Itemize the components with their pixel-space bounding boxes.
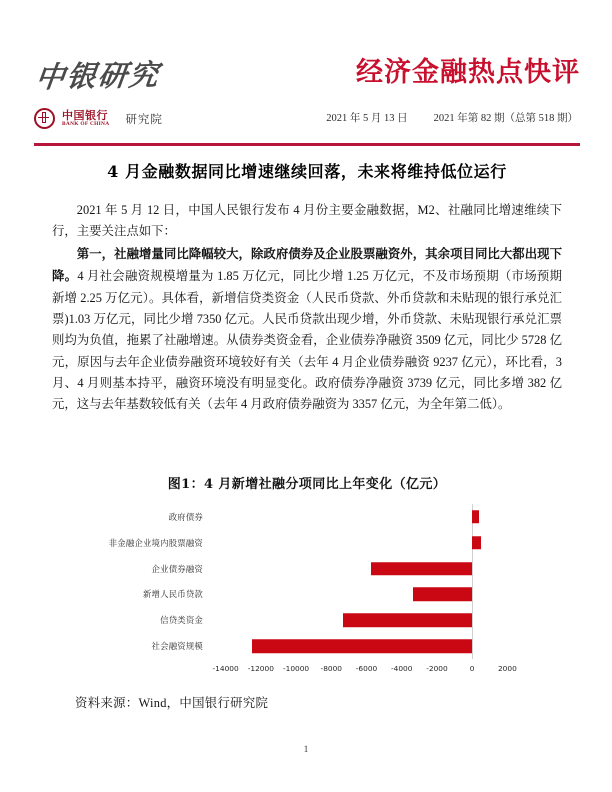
chart-category-label: 社会融资规模	[151, 641, 203, 652]
publication-date: 2021 年 5 月 13 日	[326, 113, 408, 124]
bank-of-china-logo-row	[34, 108, 163, 129]
page-number: 1	[303, 745, 309, 755]
chart-bar	[371, 562, 472, 576]
chart-x-tick-label: 2000	[497, 664, 517, 673]
chart-plot-area	[108, 504, 525, 659]
page-header	[34, 48, 580, 144]
chart-x-tick-label: -4000	[390, 664, 413, 673]
figure-title: 图1：4 月新增社融分项同比上年变化（亿元）	[167, 477, 447, 492]
issue-number: 2021 年第 82 期（总第 518 期）	[433, 113, 578, 124]
chart-x-tick-label: -10000	[282, 664, 310, 673]
chart-bar	[343, 613, 472, 627]
chart-category-label: 非金融企业境内股票融资	[108, 537, 203, 548]
chart-x-tick-label: 0	[469, 664, 475, 673]
paragraph-2-text: 4 月社会融资规模增量为 1.85 万亿元，同比少增 1.25 万亿元，不及市场预期（市场预期新增 2.25 万亿元）。具体看，新增信贷类资金（人民币贷款、外币贷款和未贴现的银行承兑汇票)1.03 万亿元，同比少增 7350 亿元。人民币贷款出现少增，外币贷款、未贴现银行承兑汇票则均为负值，拖累了社融增速。从债券类资金看，企业债券净融资 3509 亿元，同比少 5728 亿元，原因与去年企业债券融资环境较好有关（去年 4 月企业债券融资 9237 亿元），环比看，3 月、4 月则基本持平，融资环境没有明显变化。政府债券净融资 3739 亿元，同比多增 382 亿元，这与去年基数较低有关（去年 4 月政府债券融资为 3357 亿元，为全年第二低）。	[52, 269, 562, 412]
chart-category-label: 企业债券融资	[151, 563, 203, 574]
chart-bar	[413, 588, 472, 602]
paragraph-1-text: 2021 年 5 月 12 日，中国人民银行发布 4 月份主要金融数据，M2、社融同比增速维续下行，主要关注点如下：	[52, 203, 562, 239]
figure-1-bar-chart	[95, 500, 525, 682]
chart-bar	[472, 510, 479, 524]
article-body	[52, 200, 562, 416]
chart-x-tick-label: -12000	[247, 664, 274, 673]
chart-category-label: 新增人民币贷款	[142, 589, 203, 600]
issue-info	[326, 110, 578, 125]
institute-label: 研究院	[125, 111, 163, 126]
chart-category-label: 政府债券	[168, 511, 203, 522]
bank-name-cn: 中国银行	[62, 108, 108, 122]
chart-x-tick-label: -2000	[426, 664, 448, 673]
source-note: 资料来源：Wind，中国银行研究院	[75, 696, 269, 710]
bank-of-china-emblem-icon	[34, 108, 55, 129]
chart-bar	[472, 536, 480, 550]
chart-bar	[252, 639, 472, 653]
x-axis-tick-labels	[208, 664, 525, 678]
paragraph-2	[52, 243, 562, 415]
bank-of-china-names	[62, 110, 109, 128]
chart-bar-row	[142, 582, 525, 608]
chart-bar-row	[108, 530, 525, 556]
chart-x-tick-label: -14000	[212, 664, 239, 673]
report-series-title: 经济金融热点快评	[356, 57, 580, 88]
bank-name-en: BANK OF CHINA	[62, 121, 110, 128]
paragraph-2-lead: 第一，社融增量同比降幅较大，除政府债券及企业股票融资外，其余项目同比大都出现下降。	[52, 246, 562, 284]
header-divider-rule	[34, 143, 580, 146]
brand-calligraphy-logo: 中银研究	[33, 57, 163, 95]
chart-bar-row	[151, 556, 525, 582]
chart-bar-row	[168, 504, 525, 530]
chart-x-tick-label: -6000	[355, 664, 378, 673]
paragraph-1	[52, 200, 562, 243]
chart-x-tick-label: -8000	[320, 664, 343, 673]
page-title: 4 月金融数据同比增速继续回落，未来将维持低位运行	[107, 162, 507, 181]
chart-bar-row	[151, 633, 525, 659]
chart-category-label: 信贷类资金	[160, 615, 203, 626]
chart-bar-row	[160, 607, 525, 633]
